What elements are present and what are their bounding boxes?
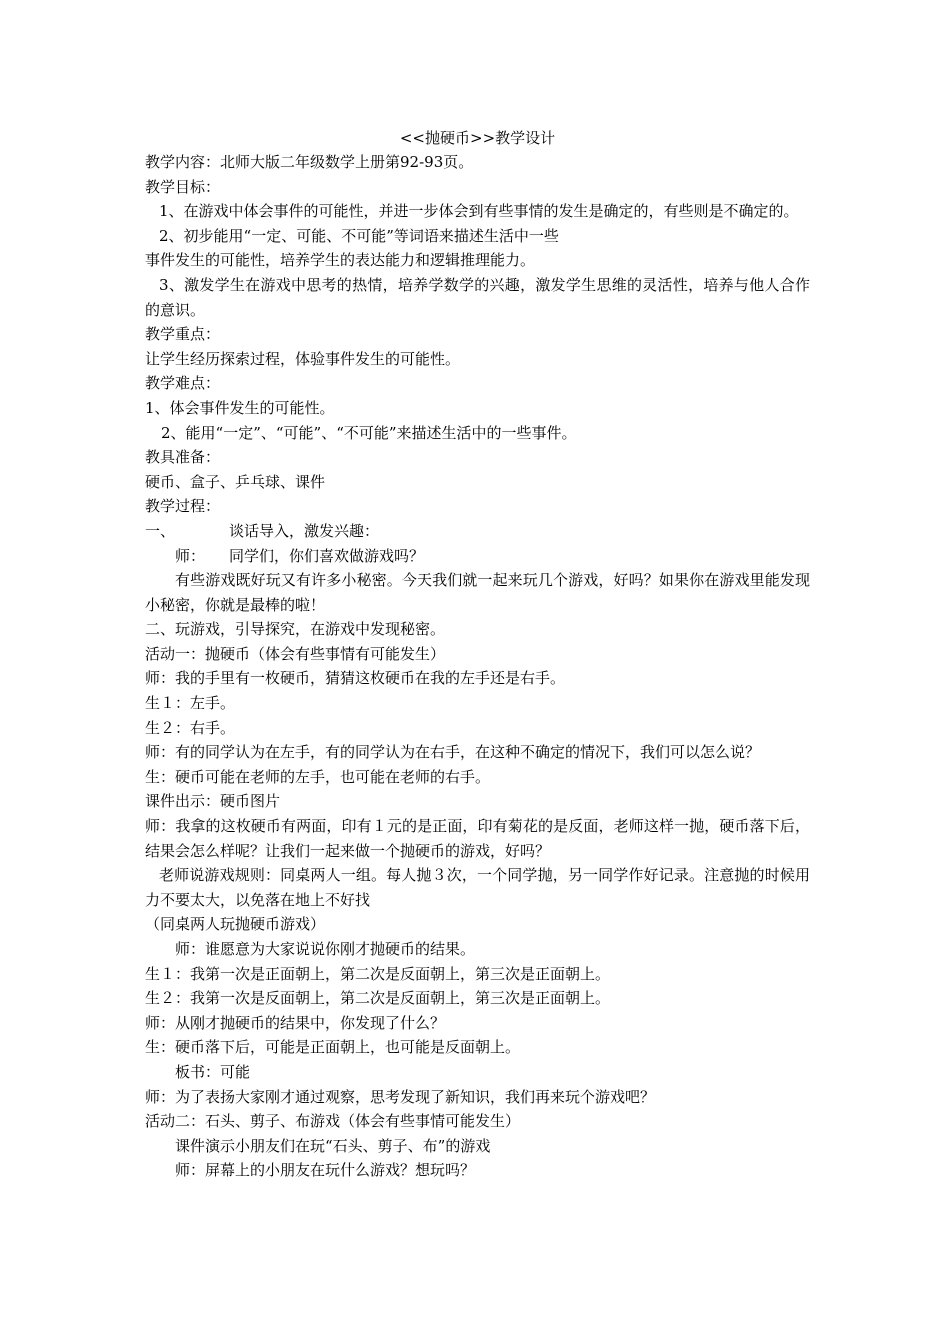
dialogue-line: 师：谁愿意为大家说说你刚才抛硬币的结果。	[175, 940, 476, 958]
dialogue-line: 师：有的同学认为在左手，有的同学认为在右手，在这种不确定的情况下，我们可以怎么说？	[145, 743, 761, 762]
dialogue-line: 生１：我第一次是正面朝上，第二次是反面朝上，第三次是正面朝上。	[145, 964, 611, 983]
dialogue-line: 师：我的手里有一枚硬币，猜猜这枚硬币在我的左手还是右手。	[145, 669, 566, 688]
goal-2-line-2: 事件发生的可能性，培养学生的表达能力和逻辑推理能力。	[145, 251, 536, 270]
dialogue-line: 师：为了表扬大家刚才通过观察，思考发现了新知识，我们再来玩个游戏吧？	[145, 1087, 656, 1106]
activity-note: （同桌两人玩抛硬币游戏）	[145, 915, 326, 934]
goal-2-line-1: 2、初步能用“一定、可能、不可能”等词语来描述生活中一些	[159, 226, 559, 245]
difficulty-1: 1、体会事件发生的可能性。	[145, 398, 335, 417]
goal-1: 1、在游戏中体会事件的可能性，并进一步体会到有些事情的发生是确定的，有些则是不确定的。	[159, 202, 799, 221]
teaching-content: 教学内容：北师大版二年级数学上册第92-93页。	[145, 153, 474, 171]
dialogue-line: 生２：我第一次是反面朝上，第二次是反面朝上，第三次是正面朝上。	[145, 989, 611, 1008]
teacher-label: 师：	[175, 546, 206, 565]
courseware-note: 课件出示：硬币图片	[145, 792, 281, 811]
section-1-number: 一、	[145, 521, 176, 540]
tools-heading: 教具准备：	[145, 448, 221, 467]
dialogue-line: 生１：左手。	[145, 694, 236, 713]
document-page	[145, 126, 810, 1183]
section-1-title: 谈话导入，激发兴趣：	[229, 521, 380, 540]
courseware-demo-note: 课件演示小朋友们在玩“石头、剪子、布”的游戏	[175, 1136, 491, 1155]
dialogue-line: 生２：右手。	[145, 718, 236, 737]
difficulty-2: 2、能用“一定”、“可能”、“不可能”来描述生活中的一些事件。	[161, 423, 577, 442]
process-heading: 教学过程：	[145, 497, 221, 516]
game-rules-paragraph: 老师说游戏规则：同桌两人一组。每人抛３次，一个同学抛，另一同学作好记录。注意抛的时候用力不要太大，以免落在地上不好找	[145, 866, 810, 909]
blackboard-note: 板书：可能	[175, 1062, 251, 1081]
key-points-text: 让学生经历探索过程，体验事件发生的可能性。	[145, 349, 461, 368]
teacher-question-text: 同学们，你们喜欢做游戏吗？	[229, 546, 425, 565]
section-1-heading	[145, 519, 810, 544]
difficulties-heading: 教学难点：	[145, 374, 221, 393]
section-2-heading: 二、玩游戏，引导探究，在游戏中发现秘密。	[145, 620, 446, 639]
dialogue-line: 师：屏幕上的小朋友在玩什么游戏？想玩吗？	[175, 1161, 476, 1180]
dialogue-paragraph: 师：我拿的这枚硬币有两面，印有１元的是正面，印有菊花的是反面，老师这样一抛，硬币落下后，结果会怎么样呢？让我们一起来做一个抛硬币的游戏，好吗？	[145, 817, 810, 860]
goals-heading: 教学目标：	[145, 177, 221, 196]
key-points-heading: 教学重点：	[145, 325, 221, 344]
dialogue-line: 师：从刚才抛硬币的结果中，你发现了什么？	[145, 1013, 446, 1032]
activity-1-heading: 活动一：抛硬币（体会有些事情有可能发生）	[145, 644, 446, 663]
intro-paragraph: 有些游戏既好玩又有许多小秘密。今天我们就一起来玩几个游戏，好吗？如果你在游戏里能发现小秘密，你就是最棒的啦！	[145, 571, 810, 614]
activity-2-heading: 活动二：石头、剪子、布游戏（体会有些事情可能发生）	[145, 1112, 521, 1131]
goal-3: 3、激发学生在游戏中思考的热情，培养学数学的兴趣，激发学生思维的灵活性，培养与他人合作的意识。	[145, 275, 810, 319]
dialogue-line: 生：硬币落下后，可能是正面朝上，也可能是反面朝上。	[145, 1038, 521, 1057]
dialogue-line: 生：硬币可能在老师的左手，也可能在老师的右手。	[145, 767, 491, 786]
tools-text: 硬币、盒子、乒乓球、课件	[145, 472, 326, 491]
teacher-question-1	[145, 544, 810, 569]
document-title: <<抛硬币>>教学设计	[399, 129, 556, 147]
